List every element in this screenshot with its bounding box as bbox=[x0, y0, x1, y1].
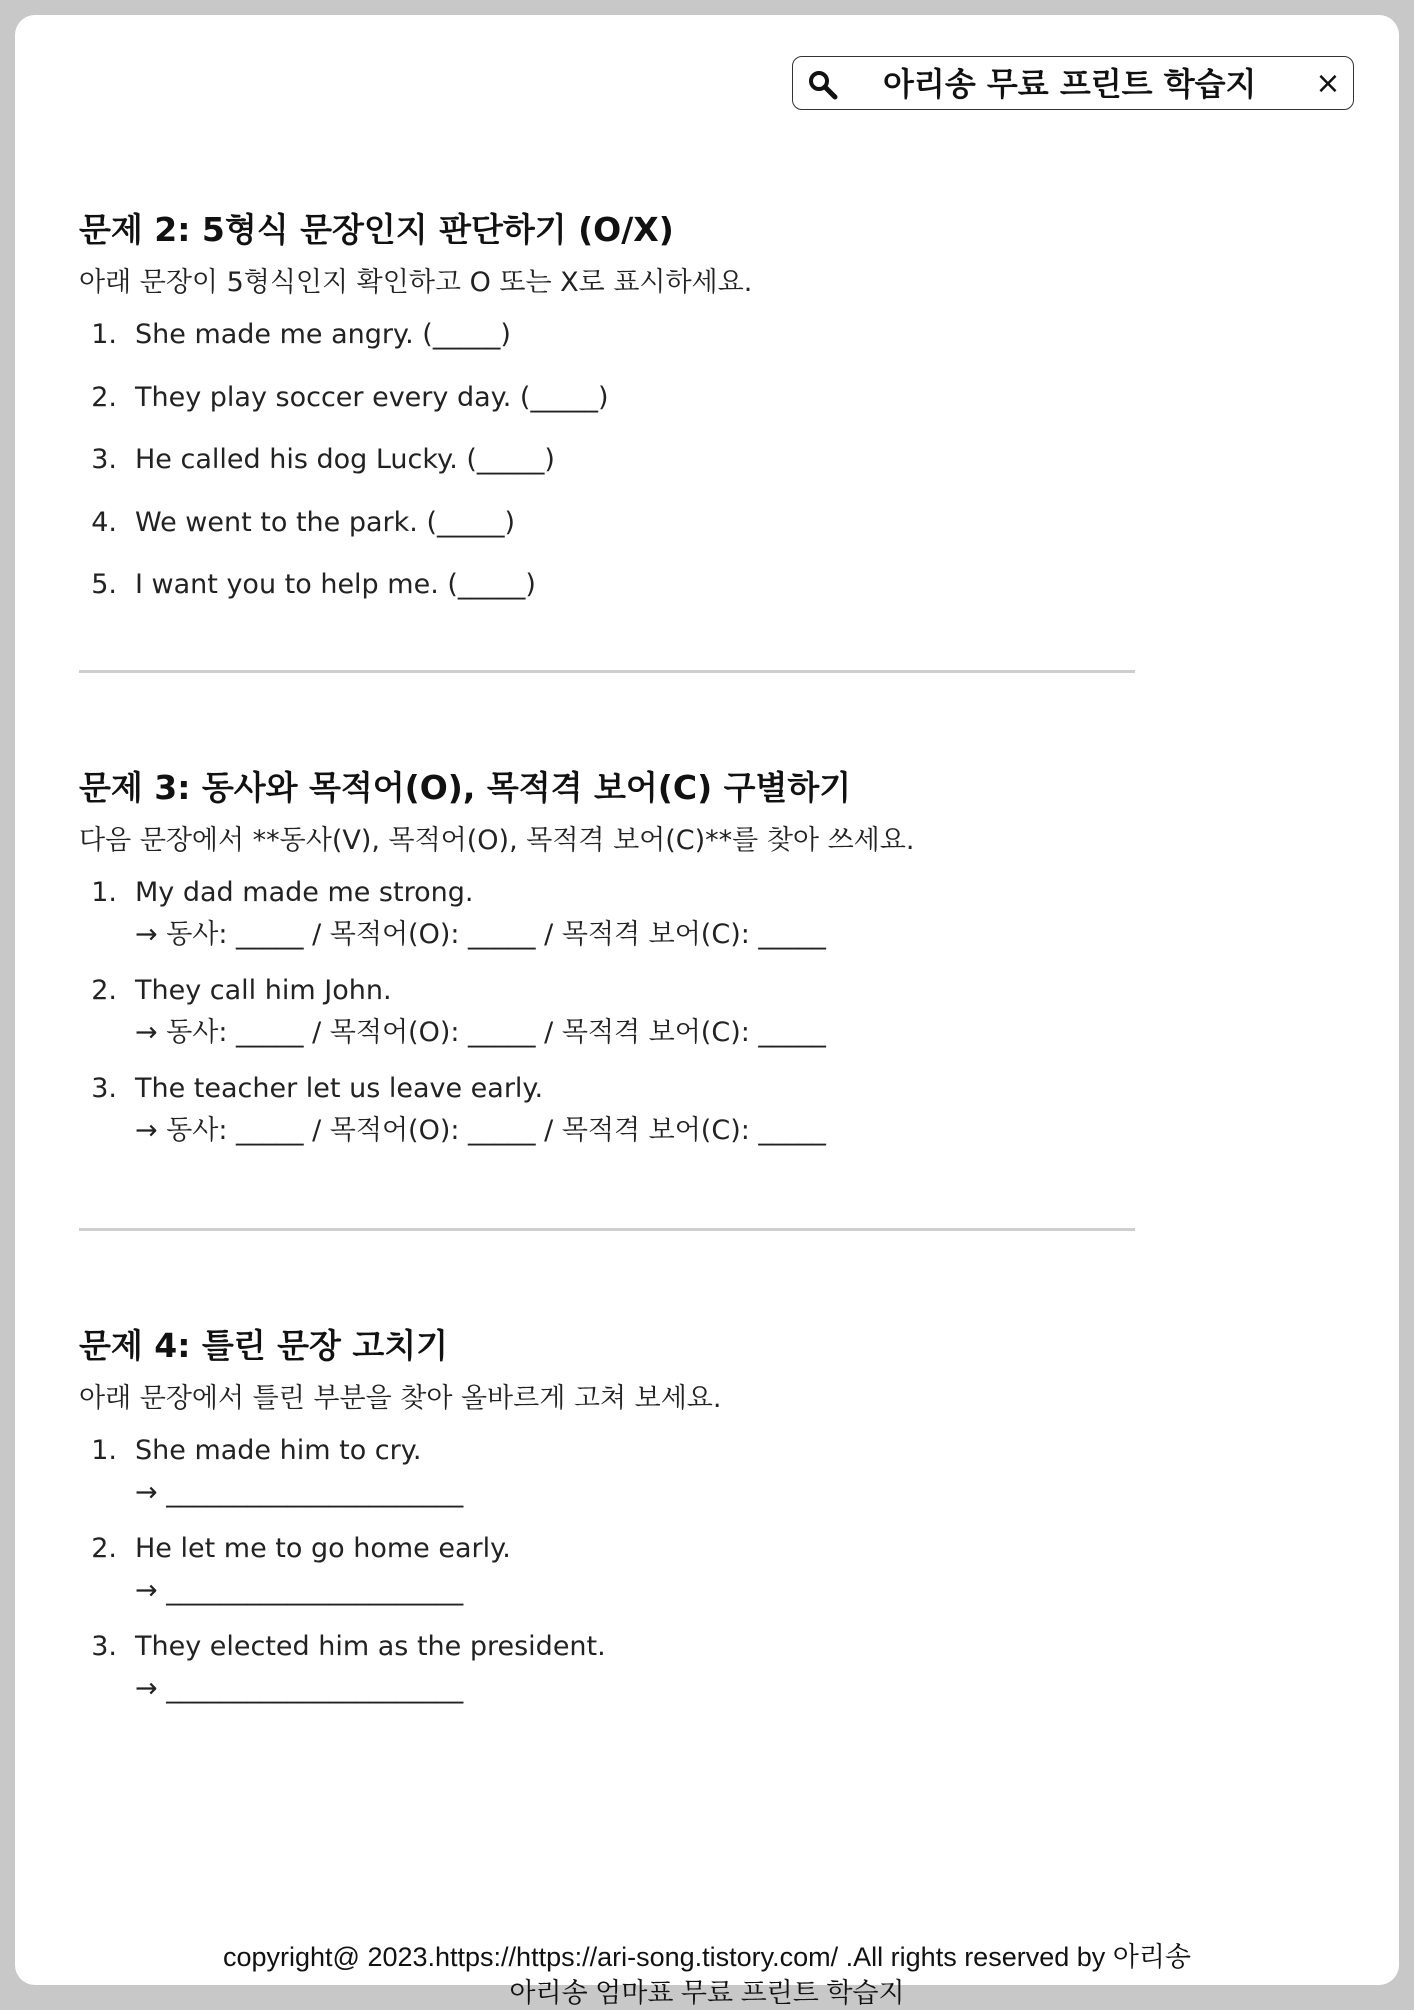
answer-line: → ______________________ bbox=[135, 1673, 464, 1704]
list-item: 2. They play soccer every day. (_____) bbox=[91, 381, 609, 413]
problem-3-title: 문제 3: 동사와 목적어(O), 목적격 보어(C) 구별하기 bbox=[79, 768, 852, 807]
list-item: 4. We went to the park. (_____) bbox=[91, 506, 516, 538]
problem-4-title: 문제 4: 틀린 문장 고치기 bbox=[79, 1326, 449, 1365]
answer-line: → ______________________ bbox=[135, 1575, 464, 1606]
problem-4-instruction: 아래 문장에서 틀린 부분을 찾아 올바르게 고쳐 보세요. bbox=[79, 1383, 722, 1414]
list-item: 5. I want you to help me. (_____) bbox=[91, 569, 536, 600]
problem-3-list bbox=[79, 873, 1139, 1153]
list-item: 1. My dad made me strong. → 동사: _____ / 목적어(O): _____ / 목적격 보어(C): _____ bbox=[79, 873, 1139, 957]
search-query[interactable]: 아리송 무료 프린트 학습지 bbox=[883, 65, 1257, 103]
section-divider bbox=[79, 1228, 1135, 1231]
close-icon[interactable]: × bbox=[1315, 66, 1341, 101]
answer-line: → 동사: _____ / 목적어(O): _____ / 목적격 보어(C): _____ bbox=[135, 1115, 826, 1146]
problem-2-instruction: 아래 문장이 5형식인지 확인하고 O 또는 X로 표시하세요. bbox=[79, 267, 753, 298]
problem-2-list bbox=[79, 315, 1139, 605]
problem-3 bbox=[79, 763, 1139, 1153]
list-item: 3. He called his dog Lucky. (_____) bbox=[91, 444, 555, 475]
list-item: 1. She made me angry. (_____) bbox=[91, 319, 511, 350]
search-bar[interactable] bbox=[792, 56, 1354, 110]
answer-line: → ______________________ bbox=[135, 1477, 464, 1508]
list-item: 3. The teacher let us leave early. → 동사: _____ / 목적어(O): _____ / 목적격 보어(C): _____ bbox=[79, 1069, 1139, 1153]
answer-line: → 동사: _____ / 목적어(O): _____ / 목적격 보어(C): _____ bbox=[135, 1017, 826, 1048]
worksheet-page bbox=[15, 15, 1399, 2008]
section-divider bbox=[79, 670, 1135, 673]
problem-4-list bbox=[79, 1431, 1139, 1711]
worksheet-content bbox=[79, 205, 1139, 1725]
list-item: 2. They call him John. → 동사: _____ / 목적어(O): _____ / 목적격 보어(C): _____ bbox=[79, 971, 1139, 1055]
problem-2 bbox=[79, 205, 1139, 605]
problem-3-instruction: 다음 문장에서 **동사(V), 목적어(O), 목적격 보어(C)**를 찾아 쓰세요. bbox=[79, 825, 915, 856]
list-item: 3. They elected him as the president. → ______________________ bbox=[79, 1627, 1139, 1711]
list-item: 2. He let me to go home early. → ______________________ bbox=[79, 1529, 1139, 1613]
copyright-text: copyright@ 2023.https://https://ari-song.tistory.com/ .All rights reserved by 아리송 bbox=[222, 1942, 1192, 1972]
problem-2-title: 문제 2: 5형식 문장인지 판단하기 (O/X) bbox=[79, 210, 674, 249]
list-item: 1. She made him to cry. → ______________________ bbox=[79, 1431, 1139, 1515]
search-icon bbox=[807, 69, 839, 101]
answer-line: → 동사: _____ / 목적어(O): _____ / 목적격 보어(C): _____ bbox=[135, 919, 826, 950]
problem-4 bbox=[79, 1321, 1139, 1711]
footer-subtitle: 아리송 엄마표 무료 프린트 학습지 bbox=[509, 1978, 905, 2008]
